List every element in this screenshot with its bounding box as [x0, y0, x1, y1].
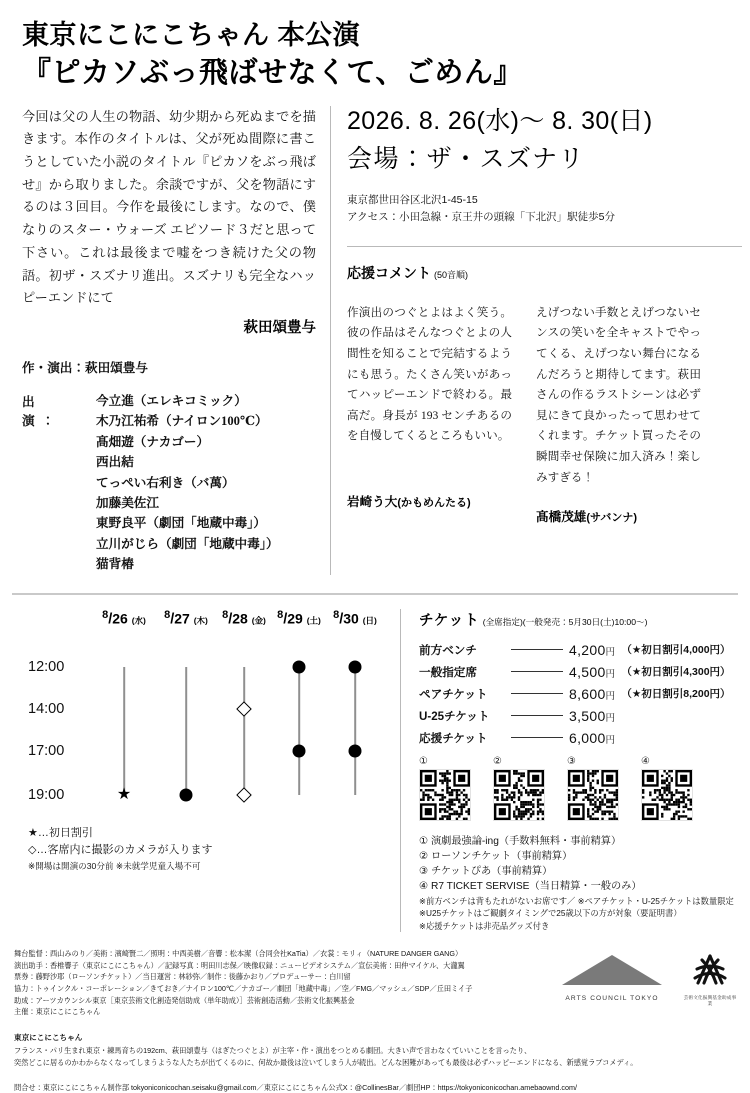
comment-author-group: (かもめんたる) [397, 496, 471, 509]
leader-line [511, 693, 563, 694]
cast-label: 出 演： [22, 394, 62, 428]
schedule-block [0, 609, 400, 933]
performance-dot-marker [349, 744, 362, 757]
cast-block [22, 391, 316, 575]
staff-line: 票券：藤野沙耶（ローソンチケット）／当日運営：林紗弥／制作：後藤かおり／プロデューサー：白川留 [14, 972, 351, 982]
comments-list [347, 303, 742, 526]
dot-icon [349, 660, 362, 673]
leader-line [511, 715, 563, 716]
cast-member: 猫背椿 [96, 557, 134, 572]
outlet-item: ② ローソンチケット（事前精算） [419, 850, 573, 862]
comment-body: 作演出のつぐとよはよく笑う。彼の作品はそんなつぐとよの人間性を知ることで完結するようにも思う。たくさん笑いがあってハッピーエンドで終わる。最高だ。身長が 193 センチあるのを自慢してくるところもいい。 [347, 305, 512, 443]
ticket-type-label: ペアチケット [419, 687, 488, 701]
performance-dot-marker [349, 660, 362, 673]
tickets-heading [419, 609, 742, 630]
staff-credits [14, 948, 558, 1018]
ticket-type-label: 前方ベンチ [419, 643, 477, 657]
comment-author-group: (サバンナ) [586, 512, 638, 525]
triangle-icon [558, 952, 666, 988]
schedule-day-column [94, 609, 154, 628]
schedule-time-label: 12:00 [28, 658, 65, 675]
schedule-day-line [354, 667, 356, 795]
cast-member: 今立進（エレキコミック） [96, 393, 247, 408]
performance-dot-marker [293, 660, 306, 673]
qr-code-number: ② [493, 755, 502, 767]
comment-body: えげつない手数とえげつないセンスの笑いを全キャストでやってくる、えげつない舞台になるんだろうと期待してます。萩田さんの作るラストシーンは必ず見にきて良かったって思わせてくれます。チケット買ったその瞬間幸せ保険に加入済み！楽しみすぎる！ [536, 305, 701, 484]
dot-icon [293, 660, 306, 673]
ticket-footnote: ※U25チケットはご観劇タイミングで25歳以下の方が対象（要証明書） [419, 908, 682, 919]
ticket-discount-note: （★初日割引8,200円） [621, 688, 731, 700]
staff-line: 助成：アーツカウンシル東京［東京芸術文化創造発信助成（単年助成）］芸術創造活動／芸術文化振興基金 [14, 995, 355, 1005]
qr-code-cell[interactable] [493, 756, 550, 826]
schedule-grid [14, 609, 400, 809]
ticket-footnote: ※応援チケットは非売品グッズ付き [419, 920, 550, 931]
schedule-day-column [214, 609, 274, 628]
schedule-day-header: $^8$/27 (木) [164, 608, 208, 628]
qr-code-icon[interactable] [641, 769, 693, 821]
show-company-title: 東京にこにこちゃん 本公演 [22, 20, 361, 50]
cast-member: 西出結 [96, 455, 134, 470]
comments-heading-text: 応援コメント [347, 264, 431, 281]
about-company-name: 東京にこにこちゃん [14, 1032, 83, 1042]
section-divider [12, 593, 738, 595]
ticket-price-row [419, 708, 742, 724]
performance-dot-marker [180, 788, 193, 801]
synopsis-byline: 萩田頌豊与 [243, 319, 316, 336]
cast-member: 東野良平（劇団「地蔵中毒」） [96, 516, 267, 531]
ticket-price: 6,000円 [569, 729, 616, 746]
schedule-day-header: $^8$/29 (土) [277, 608, 321, 628]
arts-council-tokyo-logo [558, 952, 666, 1002]
ticket-discount-note: （★初日割引4,000円） [621, 644, 731, 656]
staff-line: 協力：トゥインクル・コーポレーション／きておき／ナイロン100℃／ナカゴー／劇団「地蔵中毒」／空／FMG／マッシュ／SDP／丘田ミイ子 [14, 983, 473, 993]
cast-member: 加藤美佐江 [96, 495, 159, 510]
schedule-time-label: 17:00 [28, 742, 65, 759]
divider [347, 246, 742, 247]
comment-item [536, 303, 701, 526]
tickets-heading-note: (全席指定)(一般発売：5月30日(土)10:00〜) [482, 616, 648, 627]
ticket-price: 3,500円 [569, 707, 616, 724]
comment-author [347, 491, 512, 510]
qr-code-number: ③ [567, 755, 576, 767]
outlet-item: ④ R7 TICKET SERVISE（当日精算・一般のみ） [419, 881, 642, 893]
footer-section [0, 948, 750, 1018]
qr-code-cell[interactable] [641, 756, 698, 826]
schedule-day-header: $^8$/28 (金) [222, 608, 266, 628]
venue-access: アクセス：小田急線・京王井の頭線「下北沢」駅徒歩5分 [347, 210, 616, 223]
arts-council-label: ARTS COUNCIL TOKYO [565, 995, 659, 1002]
comment-item [347, 303, 512, 526]
camera-performance-diamond-icon [236, 701, 252, 717]
schedule-day-header: $^8$/30 (日) [333, 608, 377, 628]
schedule-day-line [243, 667, 245, 795]
cast-member: 木乃江祐希（ナイロン100℃） [96, 414, 268, 429]
schedule-time-label: 19:00 [28, 786, 65, 803]
schedule-day-line [123, 667, 125, 795]
dot-icon [349, 744, 362, 757]
qr-code-icon[interactable] [493, 769, 545, 821]
cast-list [96, 391, 279, 575]
opening-day-star-icon: ★ [116, 785, 132, 803]
knot-mark-icon [689, 952, 731, 988]
cast-member: 立川がじら（劇団「地蔵中毒」） [96, 536, 279, 551]
staff-line: 演出助手：香椎響子（東京にこにこちゃん）／記録写真：明田川志保／映像収録：ニュービデオシステム／宣伝美術：田仲マイケル、大瀧翼 [14, 960, 465, 970]
sponsor-logos [558, 948, 738, 1018]
qr-code-row [419, 756, 742, 826]
schedule-time-label: 14:00 [28, 700, 65, 717]
contact-block [0, 1082, 750, 1093]
dot-icon [293, 744, 306, 757]
ticket-price-row [419, 686, 742, 702]
legend-star: ★…初日割引 [28, 826, 93, 839]
about-line: フランス・パリ生まれ東京・練馬育ちの192cm、萩田頌豊与（はぎたつぐとよ）が主宰・作・演出をつとめる劇団。大きい声で言わなくていいことを言ったり、 [14, 1045, 532, 1055]
ticket-type-label: 一般指定席 [419, 665, 477, 679]
schedule-tickets-section [0, 609, 750, 933]
schedule-day-column [325, 609, 385, 628]
schedule-day-line [185, 667, 187, 795]
schedule-day-header: $^8$/26 (水) [102, 608, 146, 628]
cast-member: てっぺい右利き（バ萬） [96, 475, 235, 490]
qr-code-number: ① [419, 755, 428, 767]
qr-code-number: ④ [641, 755, 650, 767]
qr-code-icon[interactable] [419, 769, 471, 821]
camera-performance-diamond-icon [236, 787, 252, 803]
contact-line: 問合せ：東京にこにこちゃん制作部 tokyoniconicochan.seisaku@gmail.com／東京にこにこちゃん公式X：@CollinesBar／劇団HP：https://tokyoniconicochan.amebaownd.com/ [14, 1082, 578, 1092]
about-company [0, 1032, 750, 1070]
foundation-label: 芸術文化振興基金助成事業 [683, 995, 737, 1006]
ticket-price-row [419, 664, 742, 680]
ticket-price-row [419, 730, 742, 746]
show-title: 『ピカソぶっ飛ばせなくて、ごめん』 [22, 56, 523, 89]
ticket-footnote: ※前方ベンチは背もたれがないお席です／ ※ペアチケット・U-25チケットは数量限定 [419, 895, 734, 906]
ticket-price: 4,200円 [569, 641, 616, 658]
title-block [0, 0, 750, 92]
schedule-note: ※開場は開演の30分前 ※未就学児童入場不可 [28, 860, 201, 871]
qr-code-cell[interactable] [567, 756, 624, 826]
leader-line [511, 649, 563, 650]
leader-line [511, 737, 563, 738]
qr-code-icon[interactable] [567, 769, 619, 821]
tickets-heading-text: チケット [419, 612, 480, 629]
ticket-discount-note: （★初日割引4,300円） [621, 666, 731, 678]
ticket-outlets [419, 834, 742, 933]
schedule-notes [14, 825, 400, 873]
left-column [0, 106, 330, 575]
performance-dates: 2026. 8. 26(水)〜 8. 30(日) [347, 106, 653, 135]
comments-heading [347, 263, 742, 283]
staff-line: 舞台監督：西山みのり／美術：濱崎賢二／照明：中西美樹／音響：松本潔（合同会社KaTia）／衣裳：モリィ（NATURE DANGER GANG） [14, 949, 463, 958]
venue-name: 会場：ザ・スズナリ [347, 145, 586, 174]
comment-author-name: 髙橋茂雄 [536, 510, 587, 525]
right-column [330, 106, 750, 575]
ticket-price: 8,600円 [569, 685, 616, 702]
schedule-day-column [156, 609, 216, 628]
ticket-price-row [419, 642, 742, 658]
venue-address: 東京都世田谷区北沢1-45-15 [347, 193, 478, 206]
staff-line: 主催：東京にこにこちゃん [14, 1007, 101, 1017]
schedule-day-column [269, 609, 329, 628]
outlet-item: ① 演劇最強論-ing（手数料無料・事前精算） [419, 835, 622, 847]
tickets-block [400, 609, 750, 933]
upper-section [0, 106, 750, 575]
performance-dot-marker [293, 744, 306, 757]
dot-icon [180, 788, 193, 801]
comment-author [536, 506, 701, 525]
comments-heading-note: (50音順) [434, 269, 469, 280]
ticket-price-list [419, 642, 742, 746]
comment-author-name: 岩崎う大 [347, 494, 398, 509]
about-line: 突然どこに居るのかわからなくなってしまうような人たちが出てくるのに、何故か最後は泣いてしまう人が続出。どんな困難があっても最後は必ずハッピーエンドになる、新感覚ラブコメディ。 [14, 1058, 638, 1068]
qr-code-cell[interactable] [419, 756, 476, 826]
outlet-item: ③ チケットぴあ（事前精算） [419, 866, 553, 878]
synopsis-text: 今回は父の人生の物語、幼少期から死ぬまでを描きます。本作のタイトルは、父が死ぬ間際に書こうとしていた小説のタイトル『ピカソをぶっ飛ばせ』から取りました。余談ですが、父を物語にするのは３回目。今作を最後にします。なので、僕なりのスター・ウォーズ エピソード３だと思って下さい。これは最後まで嘘をつき続けた父の物語。初ザ・スズナリ進出。スズナリも完全なハッピーエンドにて [22, 108, 316, 306]
leader-line [511, 671, 563, 672]
writer-director-credit: 作・演出：萩田頌豊与 [22, 360, 148, 375]
ticket-type-label: 応援チケット [419, 731, 488, 745]
arts-foundation-logo [682, 952, 738, 1007]
cast-member: 髙畑遊（ナカゴー） [96, 434, 210, 449]
legend-diamond: ◇…客席内に撮影のカメラが入ります [28, 843, 213, 856]
ticket-type-label: U-25チケット [419, 709, 490, 723]
schedule-day-line [298, 667, 300, 795]
ticket-price: 4,500円 [569, 663, 616, 680]
